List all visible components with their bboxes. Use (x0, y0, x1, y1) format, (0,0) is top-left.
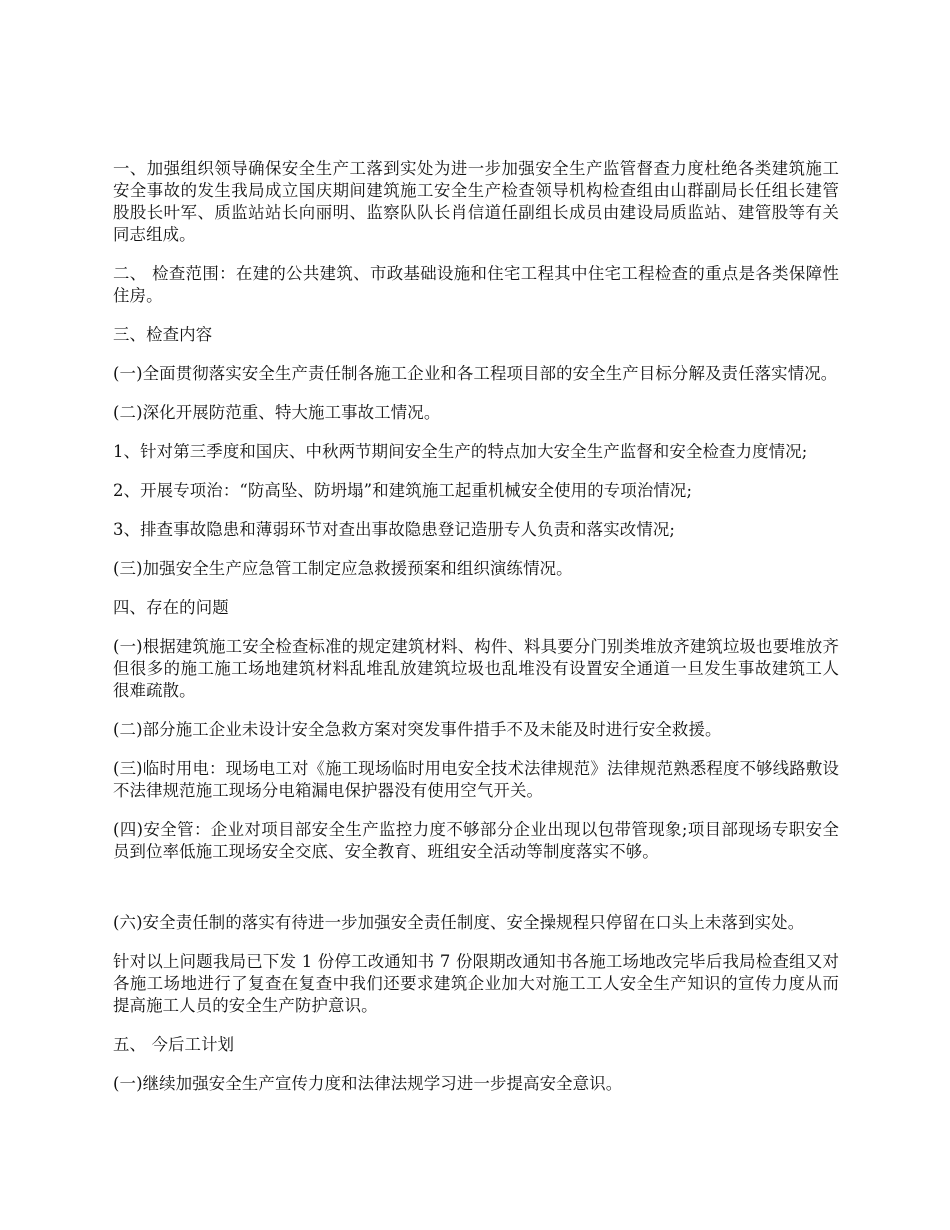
heading-problems: 四、存在的问题 (113, 598, 229, 617)
paragraph-problem-4: (四)安全管：企业对项目部安全生产监控力度不够部分企业出现以包带管现象;项目部现场专职安全员到位率低施工现场安全交底、安全教育、班组安全活动等制度落实不够。 (113, 820, 839, 861)
document-body (113, 158, 839, 1112)
blank-gap (113, 880, 839, 912)
paragraph-content-item-3: (三)加强安全生产应急管工制定应急救援预案和组织演练情况。 (113, 559, 573, 578)
paragraph-content-item-1: (一)全面贯彻落实安全生产责任制各施工企业和各工程项目部的安全生产目标分解及责任落实情况。 (113, 364, 838, 383)
paragraph-inspection-scope: 二、 检查范围：在建的公共建筑、市政基础设施和住宅工程其中住宅工程检查的重点是各类保障性住房。 (113, 264, 839, 305)
paragraph-problem-6: (六)安全责任制的落实有待进一步加强安全责任制度、安全操规程只停留在口头上未落到实处。 (113, 913, 805, 932)
paragraph-subitem-1: 1、针对第三季度和国庆、中秋两节期间安全生产的特点加大安全生产监督和安全检查力度情况; (113, 442, 808, 461)
paragraph-plan-item-1: (一)继续加强安全生产宣传力度和法律法规学习进一步提高安全意识。 (113, 1074, 623, 1093)
paragraph-problem-1: (一)根据建筑施工安全检查标准的规定建筑材料、构件、料具要分门别类堆放齐建筑垃圾也要堆放齐但很多的施工施工场地建筑材料乱堆乱放建筑垃圾也乱堆没有设置安全通道一旦发生事故建筑工人很难疏散。 (113, 637, 839, 700)
paragraph-subitem-2: 2、开展专项治：“防高坠、防坍塌”和建筑施工起重机械安全使用的专项治情况; (113, 481, 693, 500)
paragraph-org-leadership: 一、加强组织领导确保安全生产工落到实处为进一步加强安全生产监管督查力度杜绝各类建筑施工安全事故的发生我局成立国庆期间建筑施工安全生产检查领导机构检查组由山群副局长任组长建管股股长叶军、质监站站长向丽明、监察队队长肖信道任副组长成员由建设局质监站、建管股等有关同志组成。 (113, 159, 839, 244)
paragraph-rectification-summary: 针对以上问题我局已下发 1 份停工改通知书 7 份限期改通知书各施工场地改完毕后我局检查组又对各施工场地进行了复查在复查中我们还要求建筑企业加大对施工工人安全生产知识的宣传力度从而提高施工人员的安全生产防护意识。 (113, 952, 839, 1015)
paragraph-subitem-3: 3、排查事故隐患和薄弱环节对查出事故隐患登记造册专人负责和落实改情况; (113, 520, 676, 539)
paragraph-problem-2: (二)部分施工企业未设计安全急救方案对突发事件措手不及未能及时进行安全救援。 (113, 720, 722, 739)
paragraph-content-item-2: (二)深化开展防范重、特大施工事故工情况。 (113, 403, 441, 422)
paragraph-problem-3: (三)临时用电：现场电工对《施工现场临时用电安全技术法律规范》法律规范熟悉程度不够线路敷设不法律规范施工现场分电箱漏电保护器没有使用空气开关。 (113, 759, 839, 800)
heading-inspection-content: 三、检查内容 (113, 325, 213, 344)
heading-future-plan: 五、 今后工计划 (113, 1035, 235, 1054)
